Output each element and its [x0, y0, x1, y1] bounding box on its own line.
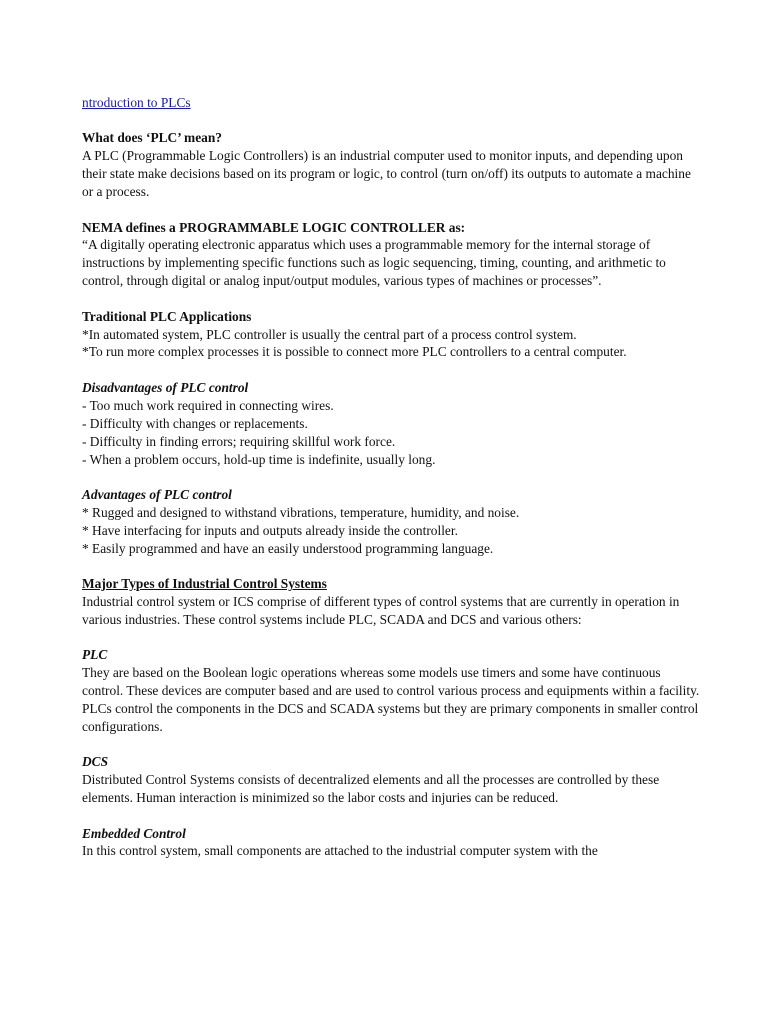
section-advantages	[82, 486, 702, 558]
section-heading: Traditional PLC Applications	[82, 308, 252, 324]
list-item: *To run more complex processes it is possible to connect more PLC controllers to a central computer.	[82, 344, 627, 360]
list-item: * Easily programmed and have an easily understood programming language.	[82, 540, 494, 556]
document-page	[82, 94, 702, 860]
section-heading: Major Types of Industrial Control Systems	[82, 576, 327, 592]
section-heading: What does ‘PLC’ mean?	[82, 130, 222, 146]
section-disadvantages	[82, 379, 702, 469]
section-heading: DCS	[82, 754, 109, 770]
section-plc-meaning	[82, 129, 702, 201]
section-body: “A digitally operating electronic apparatus which uses a programmable memory for the internal storage of instructions by implementing specific functions such as logic sequencing, timing, counting, and arithmetic to control, through digital or analog input/output modules, various types of machines or processes”.	[82, 237, 666, 289]
section-heading: Advantages of PLC control	[82, 486, 232, 502]
list-item: *In automated system, PLC controller is usually the central part of a process control system.	[82, 326, 577, 342]
list-item: * Have interfacing for inputs and outputs already inside the controller.	[82, 522, 458, 538]
section-heading: NEMA defines a PROGRAMMABLE LOGIC CONTROLLER as:	[82, 219, 466, 235]
list-item: - When a problem occurs, hold-up time is indefinite, usually long.	[82, 451, 436, 467]
section-dcs	[82, 753, 702, 807]
list-item: - Difficulty in finding errors; requiring skillful work force.	[82, 433, 396, 449]
section-body: Industrial control system or ICS comprise of different types of control systems that are currently in operation in various industries. These control systems include PLC, SCADA and DCS and various others:	[82, 593, 680, 627]
list-item: - Too much work required in connecting wires.	[82, 397, 334, 413]
section-major-types	[82, 575, 702, 629]
intro-link[interactable]: ntroduction to PLCs	[82, 95, 191, 110]
section-nema-definition	[82, 219, 702, 291]
section-embedded-control	[82, 825, 702, 861]
list-item: - Difficulty with changes or replacements.	[82, 415, 308, 431]
section-body: Distributed Control Systems consists of decentralized elements and all the processes are controlled by these elements. Human interaction is minimized so the labor costs and injuries can be reduced.	[82, 772, 660, 806]
section-body: In this control system, small components are attached to the industrial computer system with the	[82, 843, 598, 859]
section-plc	[82, 646, 702, 736]
section-heading: Disadvantages of PLC control	[82, 379, 249, 395]
list-item: * Rugged and designed to withstand vibrations, temperature, humidity, and noise.	[82, 504, 520, 520]
section-heading: PLC	[82, 647, 108, 663]
section-body: They are based on the Boolean logic operations whereas some models use timers and some have continuous control. These devices are computer based and are used to control various process and equipments within a facility. PLCs control the components in the DCS and SCADA systems but they are primary components in smaller control configurations.	[82, 665, 700, 734]
section-body: A PLC (Programmable Logic Controllers) is an industrial computer used to monitor inputs, and depending upon their state make decisions based on its program or logic, to control (turn on/off) its outputs to automate a machine or a process.	[82, 148, 691, 200]
section-heading: Embedded Control	[82, 825, 186, 841]
section-traditional-applications	[82, 308, 702, 362]
